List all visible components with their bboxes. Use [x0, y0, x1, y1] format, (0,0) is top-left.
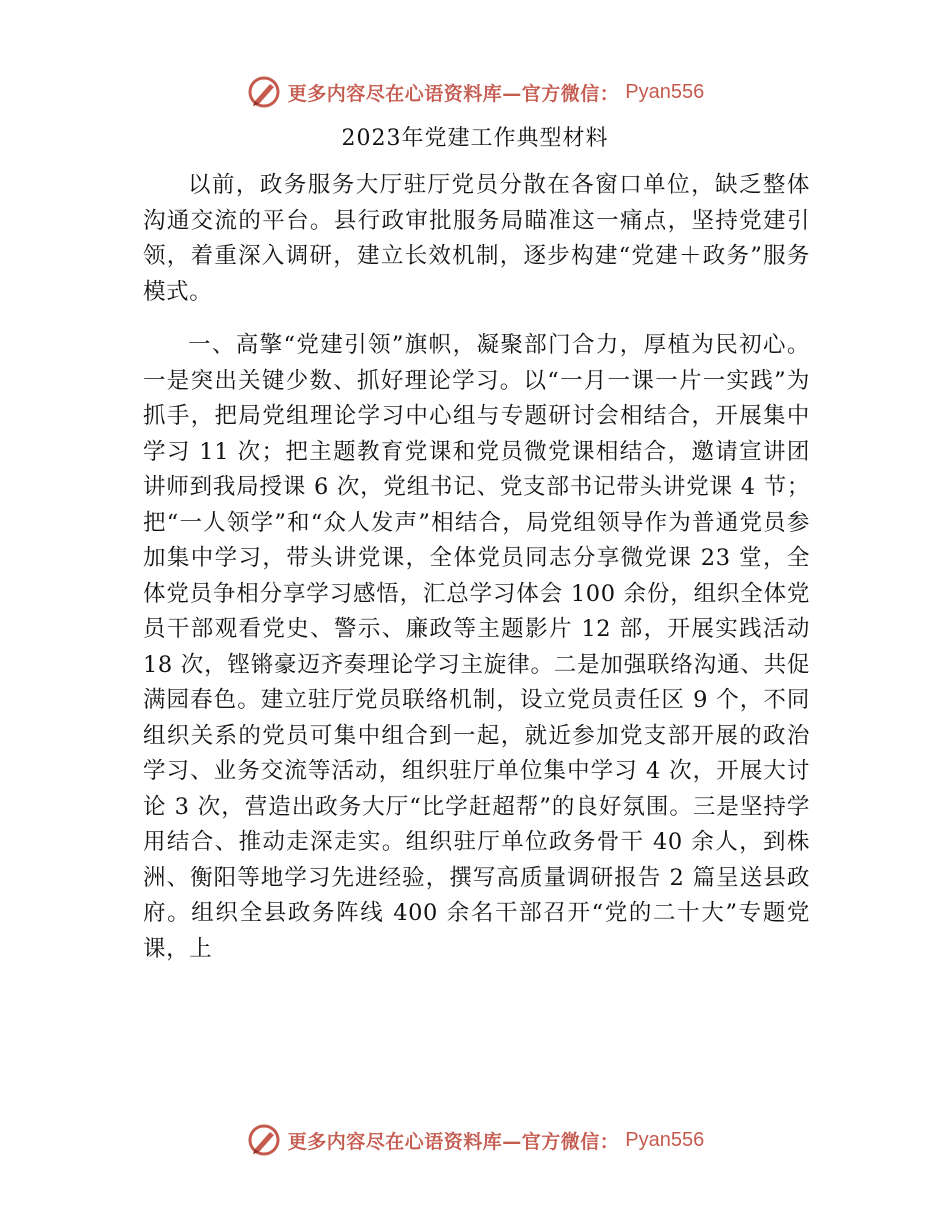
- watermark-banner-bottom: [0, 1120, 950, 1160]
- watermark-wechat-id: Pyan556: [625, 80, 705, 103]
- document-title: 2023年党建工作典型材料: [341, 126, 609, 151]
- watermark-banner-top: [0, 72, 950, 112]
- pen-logo-icon: [246, 74, 282, 110]
- watermark-wechat-id: Pyan556: [625, 1128, 705, 1151]
- watermark-text: 更多内容尽在心语资料库—官方微信：: [287, 1130, 620, 1153]
- watermark-text: 更多内容尽在心语资料库—官方微信：: [287, 82, 620, 105]
- paragraph: 一、高擎“党建引领”旗帜，凝聚部门合力，厚植为民初心。一是突出关键少数、抓好理论学习。以“一月一课一片一实践”为抓手，把局党组理论学习中心组与专题研讨会相结合，开展集中学习 11 次；把主题教育党课和党员微党课相结合，邀请宣讲团讲师到我局授课 6 次，党组书记、党支部书记带头讲党课 4 节；把“一人领学”和“众人发声”相结合，局党组领导作为普通党员参加集中学习，带头讲党课，全体党员同志分享微党课 23 堂，全体党员争相分享学习感悟，汇总学习体会 100 余份，组织全体党员干部观看党史、警示、廉政等主题影片 12 部，开展实践活动 18 次，铿锵豪迈齐奏理论学习主旋律。二是加强联络沟通、共促满园春色。建立驻厅党员联络机制，设立党员责任区 9 个，不同组织关系的党员可集中组合到一起，就近参加党支部开展的政治学习、业务交流等活动，组织驻厅单位集中学习 4 次，开展大讨论 3 次，营造出政务大厅“比学赶超帮”的良好氛围。三是坚持学用结合、推动走深走实。组织驻厅单位政务骨干 40 余人，到株洲、衡阳等地学习先进经验，撰写高质量调研报告 2 篇呈送县政府。组织全县政务阵线 400 余名干部召开“党的二十大”专题党课，上: [143, 332, 810, 962]
- paragraph: 以前，政务服务大厅驻厅党员分散在各窗口单位，缺乏整体沟通交流的平台。县行政审批服务局瞄准这一痛点，坚持党建引领，着重深入调研，建立长效机制，逐步构建“党建＋政务”服务模式。: [143, 172, 810, 305]
- pen-logo-icon: [246, 1122, 282, 1158]
- document-body: [143, 168, 810, 967]
